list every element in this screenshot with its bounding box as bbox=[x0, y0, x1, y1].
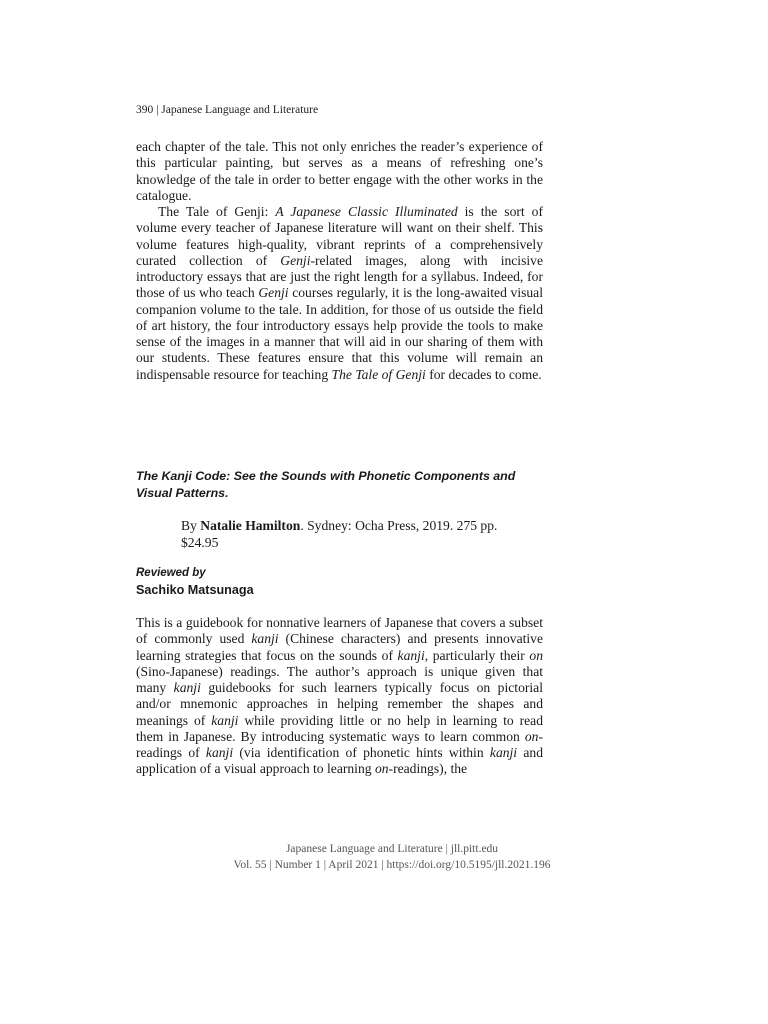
footer-journal-line: Japanese Language and Literature | jll.pitt.edu bbox=[285, 843, 499, 855]
preceding-review-text bbox=[136, 139, 543, 383]
paragraph-continuation: each chapter of the tale. This not only enriches the reader’s experience of this particular painting, but serves as a means of refreshing one’s knowledge of the tale in order to better engage with the other works in the catalogue. bbox=[136, 139, 543, 203]
reviewer-name: Sachiko Matsunaga bbox=[136, 583, 254, 597]
footer-volume-doi-line: Vol. 55 | Number 1 | April 2021 | https://doi.org/10.5195/jll.2021.196 bbox=[233, 859, 551, 871]
review-body bbox=[136, 615, 543, 778]
paragraph-review-intro: This is a guidebook for nonnative learners of Japanese that covers a subset of commonly used kanji (Chinese characters) and presents innovative learning strategies that focus on the sounds of kanji, particularly their on (Sino-Japanese) readings. The author’s approach is unique given that many kanji guidebooks for such learners typically focus on pictorial and/or mnemonic approaches in helping remember the shapes and meanings of kanji while providing little or no help in learning to read them in Japanese. By introducing systematic ways to learn common on-readings of kanji (via identification of phonetic hints within kanji and application of a visual approach to learning on-readings), the bbox=[136, 615, 543, 777]
paragraph-genji-summary: The Tale of Genji: A Japanese Classic Illuminated is the sort of volume every teacher of Japanese literature will want on their shelf. This volume features high-quality, vibrant reprints of a comprehensively curated collection of Genji-related images, along with incisive introductory essays that are just the right length for a syllabus. Indeed, for those of us who teach Genji courses regularly, it is the long-awaited visual companion volume to the tale. In addition, for those of us outside the field of art history, the four introductory essays help provide the tools to make sense of the images in a manner that will aid in our sharing of them with our students. These features ensure that this volume will remain an indispensable resource for teaching The Tale of Genji for decades to come. bbox=[136, 204, 543, 382]
book-author: Natalie Hamilton bbox=[200, 518, 301, 533]
book-citation: By Natalie Hamilton. Sydney: Ocha Press, 2019. 275 pp. $24.95 bbox=[181, 518, 498, 550]
reviewed-by-label: Reviewed by bbox=[136, 567, 206, 579]
review-book-title: The Kanji Code: See the Sounds with Phonetic Components and Visual Patterns. bbox=[136, 469, 516, 500]
running-head: 390 | Japanese Language and Literature bbox=[136, 104, 319, 116]
book-price: $24.95 bbox=[181, 535, 219, 550]
